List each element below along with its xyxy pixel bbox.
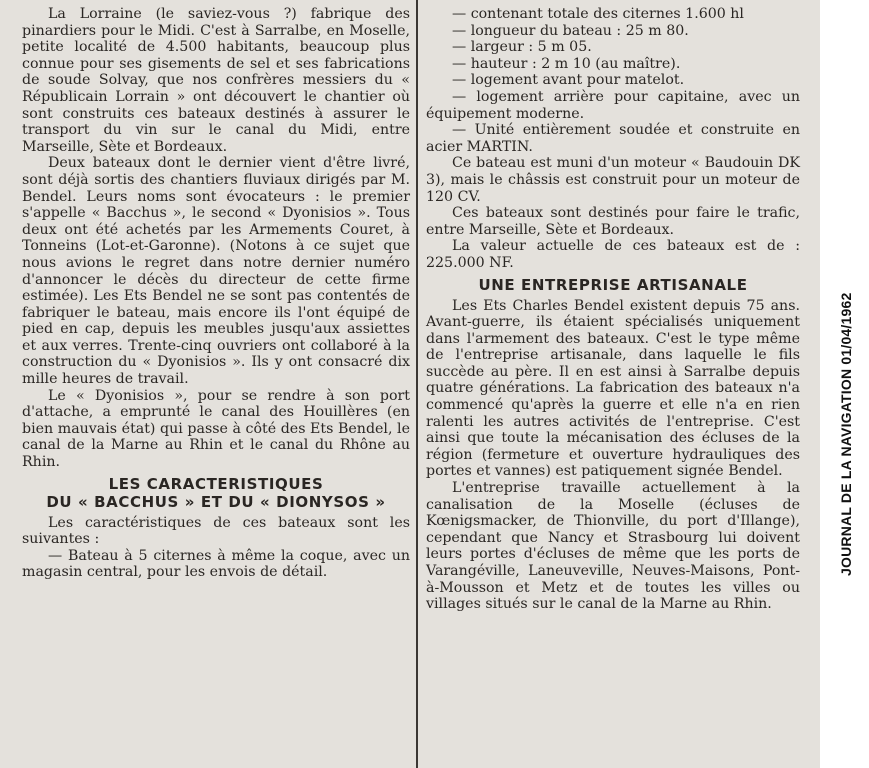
right-column bbox=[426, 6, 800, 613]
paragraph-trafic: Ces bateaux sont destinés pour faire le trafic, entre Marseille, Sète et Bordeaux. bbox=[426, 205, 800, 238]
heading-caracteristiques-line2: DU « BACCHUS » ET DU « DIONYSOS » bbox=[46, 492, 386, 511]
spec-item-hauteur: — hauteur : 2 m 10 (au maître). bbox=[452, 55, 681, 72]
paragraph-valeur: La valeur actuelle de ces bateaux est de : 225.000 NF. bbox=[426, 238, 800, 271]
spec-item-largeur: — largeur : 5 m 05. bbox=[452, 39, 592, 56]
paragraph-ets-bendel: Les Ets Charles Bendel existent depuis 75 ans. Avant-guerre, ils étaient spécialisés uniquement dans l'armement des bateaux. C'est le type même de l'entreprise artisanale, dans laquelle le fils succède au père. Il en est ainsi à Sarralbe depuis quatre générations. La fabrication des bateaux n'a commencé qu'après la guerre et elle n'a en rien ralenti les autres activités de l'entreprise. C'est ainsi que toute la mécanisation des écluses de la région (fermeture et ouverture hydrauliques des portes et vannes) est patiquement signée Bendel. bbox=[426, 297, 800, 480]
spec-item-logement-avant: — logement avant pour matelot. bbox=[452, 72, 685, 89]
spec-item-logement-arriere: — logement arrière pour capitaine, avec un équipement moderne. bbox=[426, 88, 800, 122]
paragraph-deux-bateaux: Deux bateaux dont le dernier vient d'être livré, sont déjà sortis des chantiers fluviaux dirigés par M. Bendel. Leurs noms sont évocateurs : le premier s'appelle « Bacchus », le second « Dyonisios ». Tous deux ont été achetés par les Armements Couret, à Tonneins (Lot-et-Garonne). (Notons à ce sujet que nous avions le regret dans notre dernier numéro d'annoncer le décès du directeur de cette firme estimée). Les Ets Bendel ne se sont pas contentés de fabriquer le bateau, mais encore ils l'ont équipé de pied en cap, depuis les meubles jusqu'aux assiettes et aux verres. Trente-cinq ouvriers ont collaboré à la construction du « Dyonisios ». Ils y ont consacré dix mille heures de travail. bbox=[22, 155, 410, 388]
heading-caracteristiques-line1: LES CARACTERISTIQUES bbox=[108, 474, 324, 493]
spec-item-acier: — Unité entièrement soudée et construite en acier MARTIN. bbox=[426, 122, 800, 155]
paragraph-moteur: Ce bateau est muni d'un moteur « Baudouin DK 3), mais le châssis est construit pour un moteur de 120 CV. bbox=[426, 155, 800, 205]
column-divider bbox=[416, 0, 418, 768]
paragraph-dyonisios-route: Le « Dyonisios », pour se rendre à son port d'attache, a emprunté le canal des Houillères (en bien mauvais état) qui passe à côté des Ets Bendel, le canal de la Marne au Rhin et le canal du Rhône au Rhin. bbox=[22, 387, 410, 471]
spec-item-contenance: — contenant totale des citernes 1.600 hl bbox=[452, 6, 744, 22]
spec-item-citernes: — Bateau à 5 citernes à même la coque, avec un magasin central, pour les envois de détail. bbox=[22, 547, 410, 581]
paragraph-moselle: L'entreprise travaille actuellement à la canalisation de la Moselle (écluses de Kœnigsmacker, de Thionville, du port d'Illange), cependant que Nancy et Strasbourg lui doivent leurs portes d'écluses de même que les ports de Varangéville, Laneuveville, Neuves-Maisons, Pont-à-Mousson et Metz et de toutes les villes ou villages situés sur le canal de la Marne au Rhin. bbox=[426, 480, 800, 613]
paragraph-sarralbe: La Lorraine (le saviez-vous ?) fabrique des pinardiers pour le Midi. C'est à Sarralbe, en Moselle, petite localité de 4.500 habitants, beaucoup plus connue pour ses gisements de sel et ses fabrications de soude Solvay, que nos confrères messiers du « Républicain Lorrain » ont découvert le chantier où sont construits ces bateaux destinés à assurer le transport du vin sur le canal du Midi, entre Marseille, Sète et Bordeaux. bbox=[22, 6, 410, 155]
paragraph-caracteristiques-intro: Les caractéristiques de ces bateaux sont les suivantes : bbox=[22, 514, 410, 548]
journal-source-caption: JOURNAL DE LA NAVIGATION 01/04/1962 bbox=[838, 292, 854, 576]
heading-caracteristiques bbox=[22, 475, 410, 511]
heading-entreprise-artisanale: UNE ENTREPRISE ARTISANALE bbox=[478, 275, 748, 294]
left-column bbox=[22, 6, 410, 581]
spec-item-longueur: — longueur du bateau : 25 m 80. bbox=[452, 22, 689, 39]
